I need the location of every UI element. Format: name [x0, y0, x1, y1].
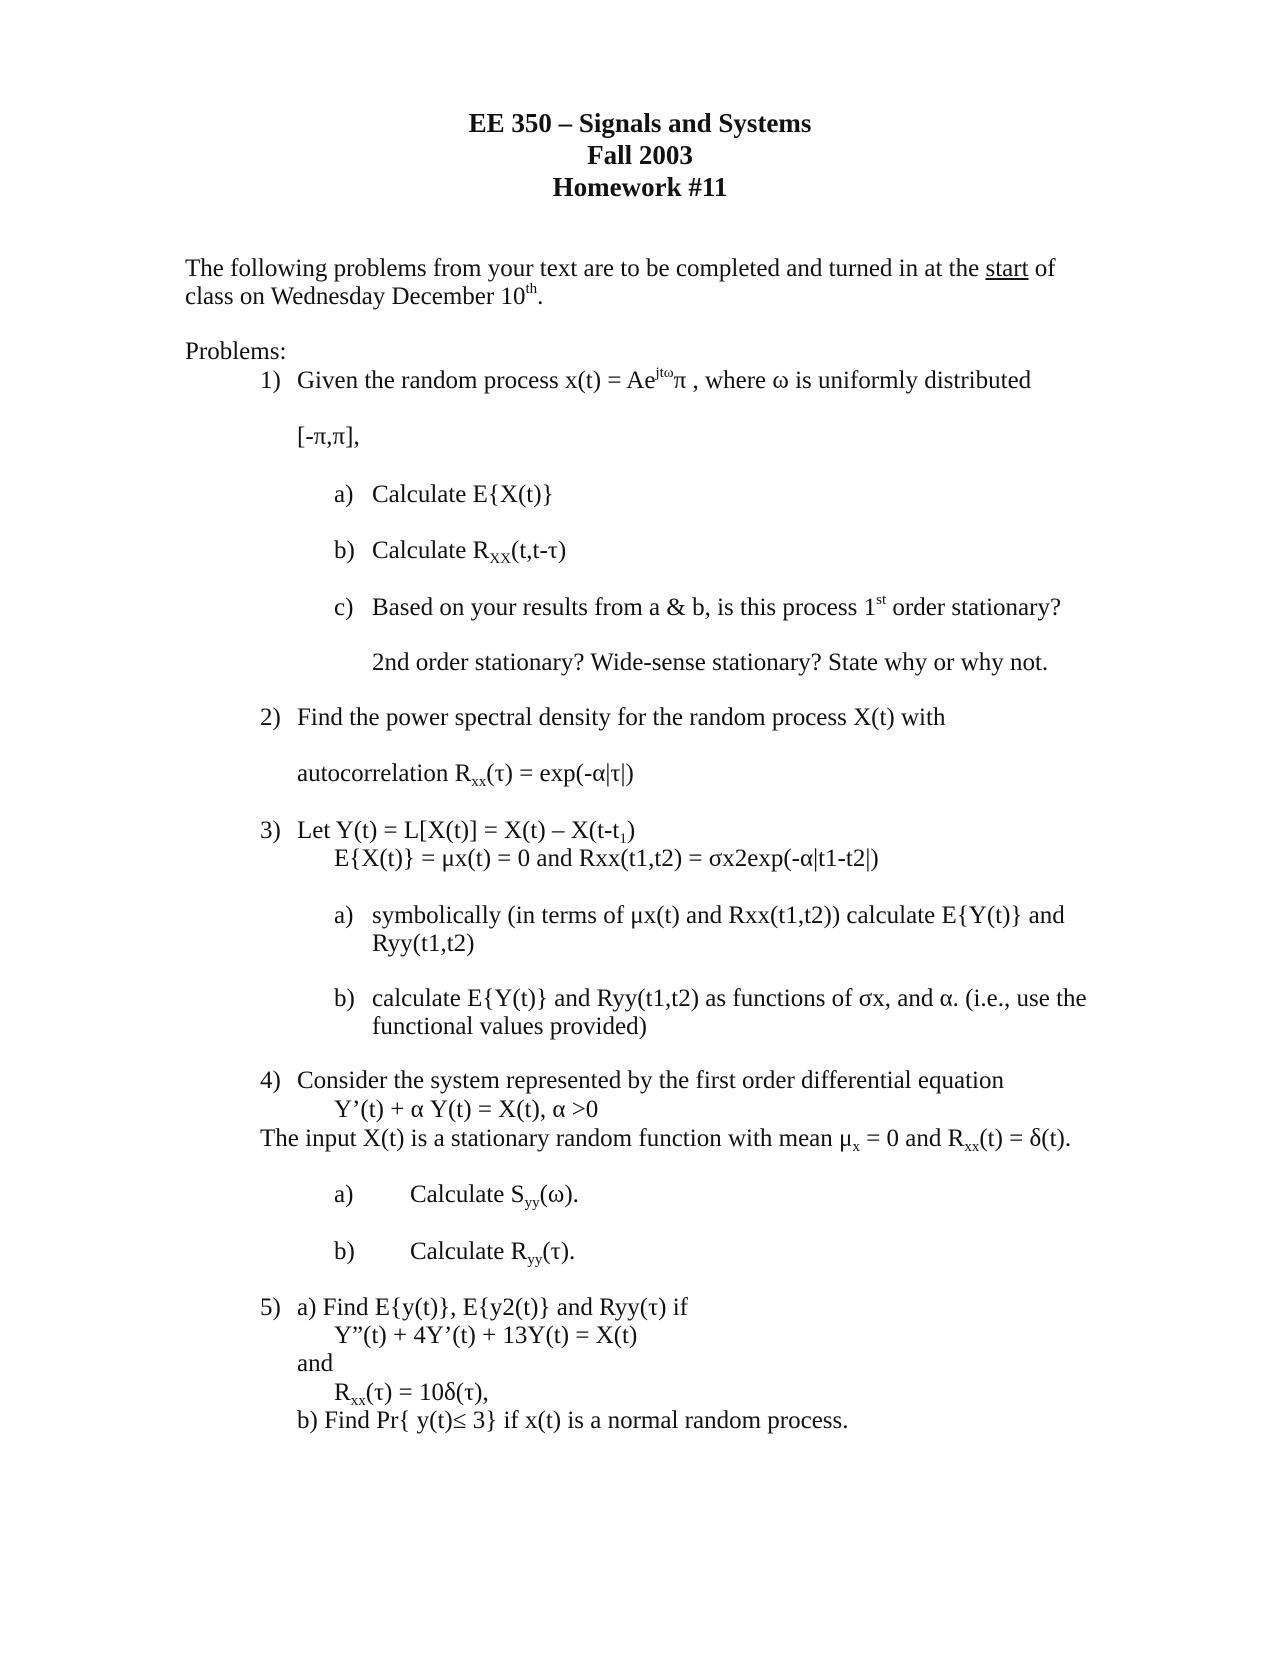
start-underlined: start: [985, 255, 1029, 282]
intro-line-1: The following problems from your text are to be completed and turned in at the start of: [185, 255, 1056, 282]
problem-2-number: 2): [260, 704, 281, 731]
problem-1b-text: Calculate $R_{XX}(t,t-\tau)$: [372, 537, 567, 567]
problem-5-number: 5): [260, 1294, 281, 1321]
problem-3a-text: symbolically (in terms of μx(t) and Rxx(t1,t2)) calculate E{Y(t)} and: [372, 902, 1065, 929]
problem-2-text: Find the power spectral density for the random process X(t) with: [297, 704, 946, 731]
problem-4b-text: Calculate $R_{yy}(\tau)$.: [410, 1238, 576, 1268]
term-title: Fall 2003: [587, 140, 693, 170]
problem-3b-label: b): [334, 985, 355, 1012]
problem-1a-text: Calculate E{X(t)}: [372, 481, 554, 508]
problem-3-number: 3): [260, 817, 281, 844]
problem-3a-text-line-2: Ryy(t1,t2): [372, 930, 475, 957]
problem-5a-text: a) Find E{y(t)}, E{y2(t)} and Ryy(τ) if: [297, 1294, 688, 1321]
problem-5-equation: Y”(t) + 4Y’(t) + 13Y(t) = X(t): [334, 1322, 638, 1349]
problem-4-text: Consider the system represented by the first order differential equation: [297, 1067, 1004, 1094]
problem-4-equation: Y’(t) + α Y(t) = X(t), α >0: [334, 1096, 599, 1123]
problem-3-text: Let $Y(t) = L[X(t)] = X(t) - X(t-t_1)$: [297, 817, 636, 847]
problem-1c-text-line-2: 2nd order stationary? Wide-sense stationary? State why or why not.: [372, 649, 1049, 676]
problem-1-continuation: [-π,π],: [297, 423, 360, 450]
problem-5-and: and: [297, 1350, 334, 1377]
course-title: EE 350 – Signals and Systems: [468, 108, 812, 138]
problems-heading: Problems:: [185, 338, 287, 365]
problem-1b-label: b): [334, 537, 355, 564]
assignment-title: Homework #11: [552, 172, 728, 202]
problem-1a-label: a): [334, 481, 354, 508]
problem-4a-text: Calculate $S_{yy}(\omega)$.: [410, 1181, 579, 1211]
problem-4-input-description: The input X(t) is a stationary random function with mean $\mu_x = 0$ and $R_{xx}(t) = \delta(t)$.: [260, 1125, 1072, 1155]
problem-4a-label: a): [334, 1181, 354, 1208]
problem-5-input-autocorrelation: $R_{xx}(\tau) = 10\delta(\tau)$,: [334, 1379, 489, 1409]
problem-5b-text: b) Find Pr{ y(t)≤ 3} if x(t) is a normal random process.: [297, 1407, 849, 1434]
intro-line-2: class on Wednesday December 10th.: [185, 281, 544, 310]
problem-4b-label: b): [334, 1238, 355, 1265]
problem-4-number: 4): [260, 1067, 281, 1094]
problem-3b-text-line-2: functional values provided): [372, 1013, 647, 1040]
problem-3-definitions: E{X(t)} = μx(t) = 0 and Rxx(t1,t2) = σx2exp(-α|t1-t2|): [334, 845, 879, 872]
problem-3b-text: calculate E{Y(t)} and Ryy(t1,t2) as functions of σx, and α. (i.e., use the: [372, 985, 1087, 1012]
problem-2-autocorrelation: autocorrelation $R_{xx}(\tau) = \exp(-\alpha|\tau|)$: [297, 760, 634, 790]
problem-1-number: 1): [260, 367, 281, 394]
problem-1-text: Given the random process $x(t) = Ae^{jt\omega}\pi$ , where ω is uniformly distributed: [297, 365, 1032, 394]
problem-1c-text: Based on your results from a & b, is this process 1st order stationary?: [372, 592, 1062, 621]
problem-1c-label: c): [334, 594, 354, 621]
problem-3a-label: a): [334, 902, 354, 929]
